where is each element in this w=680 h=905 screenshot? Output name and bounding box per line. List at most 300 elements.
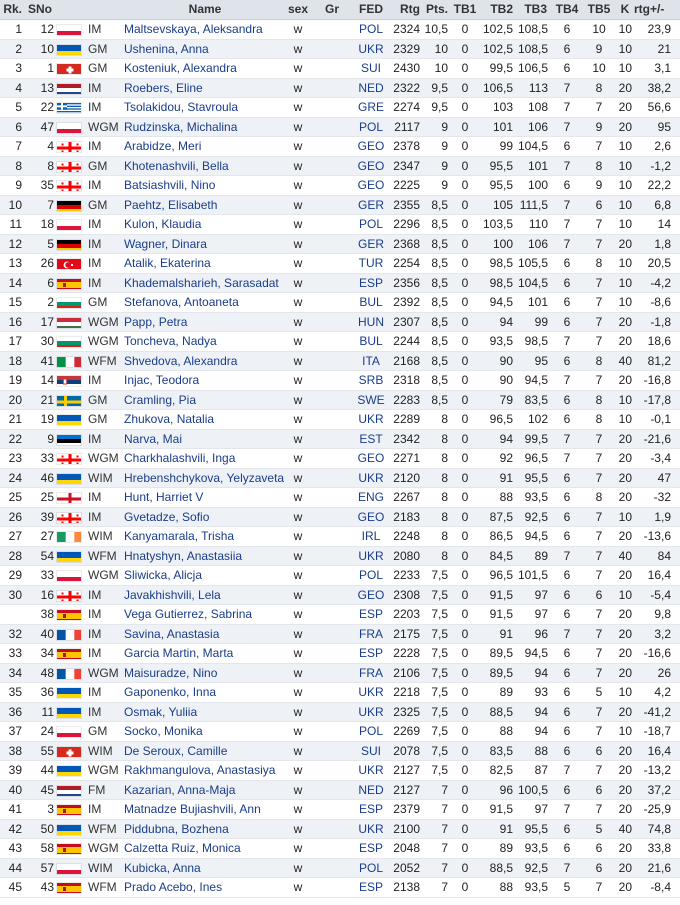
cell-tb3: 83,5 [524, 392, 548, 407]
cell-fed[interactable]: UKR [358, 685, 384, 699]
cell-tb5: 8 [595, 353, 603, 368]
cell-name[interactable]: Wagner, Dinara [124, 236, 207, 251]
cell-name[interactable]: Javakhishvili, Lela [124, 587, 221, 602]
table-row[interactable] [0, 352, 680, 372]
cell-tb4: 6 [563, 568, 571, 582]
cell-tb5: 7 [595, 275, 603, 290]
cell-gr [318, 449, 346, 468]
cell-tb4: 7 [563, 158, 571, 173]
cell-sex: w [293, 392, 303, 407]
cell-name[interactable]: Cramling, Pia [124, 392, 197, 407]
col-sex[interactable]: sex [287, 2, 309, 16]
cell-fed[interactable]: ENG [357, 490, 384, 504]
cell-fed[interactable]: UKR [358, 763, 384, 777]
table-row[interactable] [0, 410, 680, 430]
cell-rtgdiff: 9,8 [654, 607, 671, 621]
cell-sno: 5 [47, 236, 54, 251]
cell-sex: w [293, 197, 303, 212]
cell-title: WIM [88, 743, 113, 758]
cell-gr [318, 800, 346, 819]
cell-name[interactable]: Kubicka, Anna [124, 860, 201, 875]
flag-icon-bul [56, 297, 82, 309]
cell-name[interactable]: Charkhalashvili, Inga [124, 451, 236, 465]
cell-name[interactable]: Toncheva, Nadya [124, 334, 217, 348]
cell-tb1: 0 [461, 529, 469, 543]
table-row[interactable] [0, 859, 680, 879]
cell-fed[interactable]: IRL [361, 529, 381, 543]
cell-name[interactable]: Garcia Martin, Marta [124, 646, 234, 660]
flag-icon-tur [56, 258, 82, 270]
cell-rtgdiff: 26 [657, 665, 671, 680]
cell-tb3: 108 [527, 100, 548, 114]
cell-tb4: 7 [563, 119, 571, 134]
cell-gr [318, 157, 346, 176]
cell-rtg: 2078 [393, 743, 420, 758]
table-row[interactable] [0, 430, 680, 450]
table-row[interactable] [0, 527, 680, 547]
cell-tb4: 6 [563, 470, 571, 485]
cell-sex: w [293, 178, 303, 192]
flag-icon-ukr [56, 414, 82, 426]
flag-icon-ukr [56, 824, 82, 836]
table-header [0, 0, 680, 20]
cell-k: 40 [618, 548, 632, 563]
cell-rtgdiff: 56,6 [647, 100, 671, 114]
col-name[interactable]: Name [188, 2, 222, 16]
flag-icon-esp [56, 804, 82, 816]
cell-sex: w [293, 548, 303, 563]
table-row[interactable] [0, 683, 680, 703]
table-row[interactable] [0, 118, 680, 138]
cell-fed[interactable]: UKR [358, 412, 384, 426]
cell-title: WIM [88, 529, 113, 543]
table-row[interactable] [0, 137, 680, 157]
cell-fed[interactable]: UKR [358, 470, 384, 485]
cell-fed[interactable]: BUL [359, 295, 383, 309]
cell-rk: 8 [15, 158, 22, 173]
cell-sno: 45 [40, 782, 54, 797]
cell-rtgdiff: 14 [657, 217, 671, 231]
cell-tb3: 95,5 [524, 821, 548, 836]
table-row[interactable] [0, 313, 680, 333]
cell-name[interactable]: Shvedova, Alexandra [124, 353, 238, 368]
cell-gr [318, 196, 346, 215]
cell-fed[interactable]: FRA [359, 665, 383, 680]
cell-tb3: 100,5 [517, 782, 548, 797]
table-row[interactable] [0, 586, 680, 606]
cell-name[interactable]: Hnatyshyn, Anastasiia [124, 548, 243, 563]
table-row[interactable] [0, 20, 680, 40]
cell-tb3: 93,5 [524, 880, 548, 894]
cell-name[interactable]: Vega Gutierrez, Sabrina [124, 607, 253, 621]
cell-title: IM [88, 80, 102, 95]
cell-title: GM [88, 197, 108, 212]
table-row[interactable] [0, 79, 680, 99]
cell-fed[interactable]: UKR [358, 821, 384, 836]
cell-name[interactable]: Zhukova, Natalia [124, 412, 215, 426]
cell-name[interactable]: Kazarian, Anna-Maja [124, 782, 236, 797]
cell-rk: 30 [8, 587, 22, 602]
cell-fed[interactable]: GER [357, 197, 384, 212]
table-row[interactable] [0, 40, 680, 60]
cell-fed[interactable]: ESP [358, 646, 383, 660]
cell-tb5: 7 [595, 665, 603, 680]
cell-name[interactable]: Stefanova, Antoaneta [124, 295, 239, 309]
cell-name[interactable]: Savina, Anastasia [124, 626, 220, 641]
col-tb3[interactable]: TB3 [524, 2, 547, 16]
cell-fed[interactable]: GER [357, 236, 384, 251]
cell-fed[interactable]: HUN [358, 314, 384, 329]
table-row[interactable] [0, 59, 680, 79]
cell-sno: 43 [40, 880, 54, 894]
table-row[interactable] [0, 488, 680, 508]
table-row[interactable] [0, 761, 680, 781]
cell-rtg: 2175 [393, 626, 420, 641]
cell-fed[interactable]: GEO [357, 587, 385, 602]
cell-sex: w [293, 607, 303, 621]
table-row[interactable] [0, 391, 680, 411]
table-row[interactable] [0, 449, 680, 469]
table-row[interactable] [0, 605, 680, 625]
cell-tb2: 89,5 [489, 646, 513, 660]
cell-tb5: 7 [595, 451, 603, 465]
cell-k: 20 [618, 841, 632, 855]
cell-fed[interactable]: NED [358, 782, 384, 797]
cell-rk [2, 605, 22, 624]
table-row[interactable] [0, 176, 680, 196]
cell-tb2: 99 [499, 139, 513, 153]
cell-name[interactable]: Kosteniuk, Alexandra [124, 61, 237, 75]
cell-rk: 27 [8, 529, 22, 543]
cell-tb4: 6 [563, 529, 571, 543]
cell-pts: 7,5 [431, 587, 448, 602]
cell-pts: 8,5 [431, 275, 448, 290]
flag-icon-esp [56, 609, 82, 621]
cell-tb4: 7 [563, 860, 571, 875]
col-tb2[interactable]: TB2 [490, 2, 513, 16]
cell-pts: 9,5 [431, 80, 448, 95]
cell-tb1: 0 [461, 724, 469, 738]
table-row[interactable] [0, 215, 680, 235]
cell-fed[interactable]: ESP [358, 275, 383, 290]
table-row[interactable] [0, 664, 680, 684]
cell-fed[interactable]: POL [358, 724, 383, 738]
cell-rtg: 2183 [393, 509, 420, 524]
cell-tb3: 94 [534, 704, 548, 719]
cell-k: 10 [618, 256, 632, 270]
cell-fed[interactable]: TUR [358, 256, 384, 270]
cell-name[interactable]: Narva, Mai [124, 431, 183, 446]
cell-title: IM [88, 100, 102, 114]
cell-fed[interactable]: GEO [357, 509, 385, 524]
cell-name[interactable]: Hunt, Harriet V [124, 490, 204, 504]
cell-pts: 8,5 [431, 353, 448, 368]
cell-rk: 15 [8, 295, 22, 309]
cell-name[interactable]: Sliwicka, Alicja [124, 568, 203, 582]
cell-fed[interactable]: ESP [358, 607, 383, 621]
cell-sex: w [293, 295, 303, 309]
cell-tb1: 0 [461, 880, 469, 894]
cell-title: WIM [88, 860, 113, 875]
cell-sno: 19 [40, 412, 54, 426]
cell-name[interactable]: Calzetta Ruiz, Monica [124, 841, 241, 855]
col-tb4[interactable]: TB4 [555, 2, 579, 16]
cell-name[interactable]: Socko, Monika [124, 724, 203, 738]
cell-title: WGM [88, 665, 119, 680]
table-row[interactable] [0, 566, 680, 586]
cell-rk: 16 [8, 314, 22, 329]
cell-tb4: 6 [563, 353, 571, 368]
cell-rtg: 2080 [393, 548, 420, 563]
cell-pts: 7 [441, 841, 448, 855]
cell-fed[interactable]: UKR [358, 548, 384, 563]
cell-tb4: 6 [563, 743, 571, 758]
col-rtg[interactable]: Rtg [400, 2, 420, 16]
cell-k: 10 [618, 158, 632, 173]
cell-name[interactable]: Ushenina, Anna [124, 41, 209, 56]
table-row[interactable] [0, 254, 680, 274]
cell-k: 20 [618, 743, 632, 758]
cell-k: 20 [618, 626, 632, 641]
cell-name[interactable]: Kanyamarala, Trisha [124, 529, 235, 543]
col-tb1[interactable]: TB1 [453, 2, 477, 16]
table-row[interactable] [0, 274, 680, 294]
cell-name[interactable]: Injac, Teodora [124, 373, 200, 387]
col-rk[interactable]: Rk. [3, 2, 22, 16]
cell-title: WGM [88, 763, 119, 777]
flag-icon-ukr [56, 473, 82, 485]
cell-tb5: 7 [595, 139, 603, 153]
cell-name[interactable]: Tsolakidou, Stavroula [124, 100, 239, 114]
cell-tb5: 9 [595, 178, 603, 192]
cell-tb4: 6 [563, 61, 571, 75]
cell-tb3: 93 [534, 685, 548, 699]
cell-name[interactable]: Paehtz, Elisabeth [124, 197, 218, 212]
cell-tb4: 6 [563, 724, 571, 738]
cell-pts: 8 [441, 412, 448, 426]
cell-tb1: 0 [461, 256, 469, 270]
cell-fed[interactable]: ESP [358, 841, 383, 855]
cell-sno: 2 [47, 295, 54, 309]
col-rtg-diff[interactable]: rtg+/- [634, 2, 665, 16]
cell-title: IM [88, 236, 102, 251]
cell-tb2: 94 [499, 431, 513, 446]
table-row[interactable] [0, 98, 680, 118]
table-row[interactable] [0, 469, 680, 489]
col-k[interactable]: K [620, 2, 630, 16]
cell-tb4: 5 [563, 880, 571, 894]
cell-k: 10 [618, 412, 632, 426]
cell-sno: 48 [40, 665, 54, 680]
cell-gr [318, 488, 346, 507]
cell-gr [318, 722, 346, 741]
cell-rk: 38 [8, 743, 22, 758]
table-row[interactable] [0, 196, 680, 216]
cell-name[interactable]: Batsiashvili, Nino [124, 178, 216, 192]
cell-fed[interactable]: EST [359, 431, 383, 446]
cell-tb2: 83,5 [489, 743, 513, 758]
table-row[interactable] [0, 371, 680, 391]
cell-tb2: 89 [499, 841, 513, 855]
cell-fed[interactable]: SWE [357, 392, 385, 407]
cell-pts: 7,5 [431, 607, 448, 621]
cell-fed[interactable]: SUI [360, 743, 381, 758]
cell-sno: 8 [47, 158, 54, 173]
cell-fed[interactable]: SUI [360, 61, 381, 75]
table-row[interactable] [0, 644, 680, 664]
col-gr[interactable]: Gr [324, 2, 339, 16]
cell-rtg: 2378 [393, 139, 420, 153]
table-row[interactable] [0, 157, 680, 177]
cell-sno: 50 [40, 821, 54, 836]
table-row[interactable] [0, 800, 680, 820]
flag-icon-est [56, 434, 82, 446]
cell-sno: 33 [40, 568, 54, 582]
flag-icon-irl [56, 531, 82, 543]
cell-fed[interactable]: GRE [357, 100, 384, 114]
table-row[interactable] [0, 703, 680, 723]
cell-rk: 29 [8, 568, 22, 582]
cell-fed[interactable]: POL [358, 119, 383, 134]
cell-k: 10 [618, 178, 632, 192]
table-row[interactable] [0, 839, 680, 859]
cell-k: 40 [618, 821, 632, 836]
cell-rk: 6 [15, 119, 22, 134]
cell-gr [318, 547, 346, 566]
cell-fed[interactable]: ESP [358, 880, 383, 894]
cell-gr [318, 254, 346, 273]
cell-fed[interactable]: NED [358, 80, 384, 95]
cell-name[interactable]: Osmak, Yuliia [124, 704, 198, 719]
table-row[interactable] [0, 235, 680, 255]
cell-tb1: 0 [461, 802, 469, 816]
table-row[interactable] [0, 781, 680, 801]
cell-tb5: 10 [592, 61, 606, 75]
cell-name[interactable]: Gaponenko, Inna [124, 685, 217, 699]
cell-rk: 17 [8, 334, 22, 348]
table-row[interactable] [0, 742, 680, 762]
table-row[interactable] [0, 332, 680, 352]
cell-tb3: 95 [534, 353, 548, 368]
cell-tb1: 0 [461, 275, 469, 290]
cell-tb5: 7 [595, 880, 603, 894]
cell-name[interactable]: Khotenashvili, Bella [124, 158, 229, 173]
table-row[interactable] [0, 722, 680, 742]
cell-fed[interactable]: UKR [358, 41, 384, 56]
cell-sex: w [293, 470, 303, 485]
cell-fed[interactable]: BUL [359, 334, 383, 348]
flag-icon-ita [56, 356, 82, 368]
cell-rtg: 2296 [393, 217, 420, 231]
cell-rk: 35 [8, 685, 22, 699]
cell-pts: 7,5 [431, 724, 448, 738]
cell-fed[interactable]: FRA [359, 626, 383, 641]
cell-tb5: 7 [595, 236, 603, 251]
cell-name[interactable]: Matnadze Bujiashvili, Ann [124, 802, 261, 816]
cell-name[interactable]: Maisuradze, Nino [124, 665, 218, 680]
cell-gr [318, 176, 346, 195]
cell-gr [318, 274, 346, 293]
cell-sno: 39 [40, 509, 54, 524]
cell-rtg: 2355 [393, 197, 420, 212]
cell-gr [318, 586, 346, 605]
cell-tb5: 8 [595, 490, 603, 504]
table-row[interactable] [0, 878, 680, 898]
cell-title: WFM [88, 548, 117, 563]
cell-name[interactable]: Rudzinska, Michalina [124, 119, 238, 134]
col-pts[interactable]: Pts. [425, 2, 448, 16]
cell-rtgdiff: -25,9 [643, 802, 671, 816]
col-sno[interactable]: SNo [28, 2, 52, 16]
cell-k: 20 [618, 880, 632, 894]
cell-sno: 22 [40, 100, 54, 114]
cell-fed[interactable]: GEO [357, 451, 385, 465]
table-row[interactable] [0, 508, 680, 528]
col-fed[interactable]: FED [359, 2, 383, 16]
table-row[interactable] [0, 547, 680, 567]
cell-rtg: 2430 [393, 61, 420, 75]
cell-sno: 36 [40, 685, 54, 699]
cell-name[interactable]: Rakhmangulova, Anastasiya [124, 763, 276, 777]
cell-rk: 44 [8, 860, 22, 875]
cell-fed[interactable]: ESP [358, 802, 383, 816]
cell-fed[interactable]: GEO [357, 158, 385, 173]
cell-fed[interactable]: ITA [362, 353, 380, 368]
cell-name[interactable]: Arabidze, Meri [124, 139, 202, 153]
cell-tb1: 0 [461, 587, 469, 602]
cell-k: 10 [618, 685, 632, 699]
cell-fed[interactable]: SRB [358, 373, 384, 387]
cell-fed[interactable]: POL [358, 568, 383, 582]
cell-name[interactable]: Gvetadze, Sofio [124, 509, 210, 524]
flag-icon-pol [56, 122, 82, 134]
cell-tb2: 95,5 [489, 158, 513, 173]
cell-tb5: 7 [595, 626, 603, 641]
cell-rtg: 2228 [393, 646, 420, 660]
cell-name[interactable]: Kulon, Klaudia [124, 217, 202, 231]
cell-sex: w [293, 451, 303, 465]
cell-name[interactable]: Maltsevskaya, Aleksandra [124, 22, 263, 36]
cell-fed[interactable]: UKR [358, 704, 384, 719]
cell-fed[interactable]: POL [358, 217, 383, 231]
cell-name[interactable]: Hrebenshchykova, Yelyzaveta [124, 470, 284, 485]
cell-fed[interactable]: GEO [357, 178, 385, 192]
cell-fed[interactable]: GEO [357, 139, 385, 153]
cell-name[interactable]: Khademalsharieh, Sarasadat [124, 275, 279, 290]
cell-name[interactable]: Prado Acebo, Ines [124, 880, 223, 894]
cell-fed[interactable]: POL [358, 22, 383, 36]
cell-name[interactable]: Piddubna, Bozhena [124, 821, 229, 836]
cell-name[interactable]: Papp, Petra [124, 314, 188, 329]
cell-tb1: 0 [461, 782, 469, 797]
flag-icon-fra [56, 668, 82, 680]
cell-tb1: 0 [461, 392, 469, 407]
cell-name[interactable]: Atalik, Ekaterina [124, 256, 211, 270]
cell-pts: 7,5 [431, 743, 448, 758]
cell-sex: w [293, 22, 303, 36]
table-row[interactable] [0, 820, 680, 840]
cell-fed[interactable]: POL [358, 860, 383, 875]
col-tb5[interactable]: TB5 [587, 2, 611, 16]
cell-pts: 7 [441, 860, 448, 875]
cell-tb2: 96,5 [489, 568, 513, 582]
cell-name[interactable]: Roebers, Eline [124, 80, 203, 95]
cell-k: 10 [618, 509, 632, 524]
table-row[interactable] [0, 293, 680, 313]
cell-name[interactable]: De Seroux, Camille [124, 743, 228, 758]
cell-tb1: 0 [461, 685, 469, 699]
table-row[interactable] [0, 625, 680, 645]
